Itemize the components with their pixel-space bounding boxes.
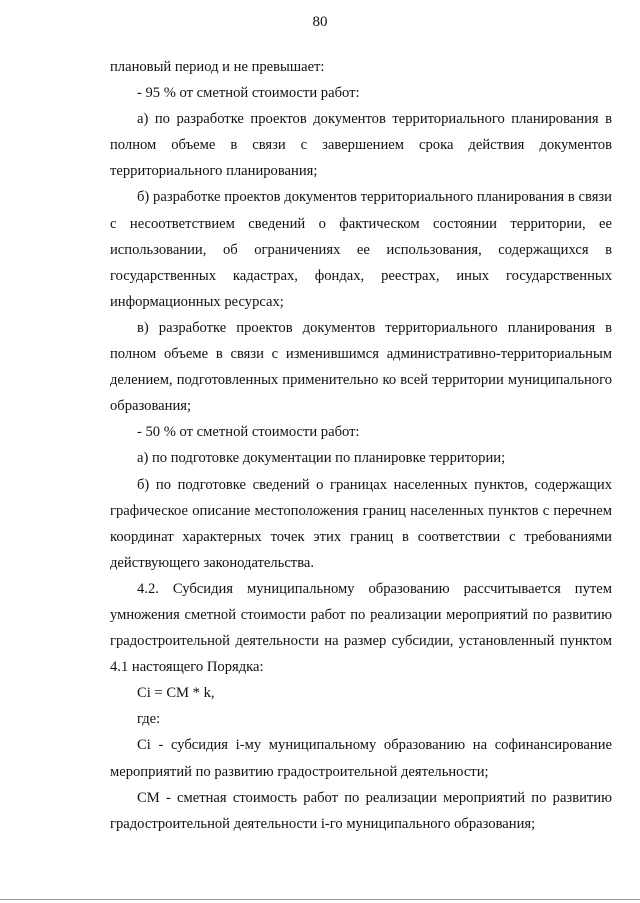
formula-where-label: где: [137, 711, 161, 728]
page-number: 80 [312, 14, 328, 30]
paragraph-item-b-95: б) разработке проектов документов территориального планирования в связи с несоответствием сведений о фактическом состоянии территории, ее использовании, об ограничениях ее использования, содержащихся в государственных кадастрах, фондах, реестрах, иных государственных информационных ресурсах; [110, 189, 612, 310]
paragraph-section-4-2: 4.2. Субсидия муниципальному образованию рассчитывается путем умножения сметной стоимости работ по реализации мероприятий по развитию градостроительной деятельности на размер субсидии, установленный пунктом 4.1 настоящего Порядка: [110, 580, 612, 676]
paragraph-95-percent: - 95 % от сметной стоимости работ: [137, 85, 360, 102]
definition-ci: Ci - субсидия i-му муниципальному образованию на софинансирование мероприятий по развитию градостроительной деятельности; [110, 737, 612, 780]
paragraph-item-v-95: в) разработке проектов документов территориального планирования в полном объеме в связи с изменившимся административно-территориальным делением, подготовленных применительно ко всей территории муниципального образования; [110, 319, 612, 415]
paragraph-item-b-50: б) по подготовке сведений о границах населенных пунктов, содержащих графическое описание местоположения границ населенных пунктов с перечнем координат характерных точек этих границ в соответствии с требованиями действующего законодательства. [110, 476, 612, 571]
paragraph-50-percent: - 50 % от сметной стоимости работ: [137, 424, 360, 441]
paragraph-item-a-50: а) по подготовке документации по планировке территории; [137, 450, 506, 467]
paragraph-item-a-95: а) по разработке проектов документов территориального планирования в полном объеме в связи с завершением срока действия документов территориального планирования; [110, 111, 612, 180]
definition-cm: СМ - сметная стоимость работ по реализации мероприятий по развитию градостроительной деятельности i-го муниципального образования; [110, 789, 612, 832]
page-bottom-edge [0, 899, 640, 900]
paragraph-intro: плановый период и не превышает: [110, 59, 325, 75]
formula: Ci = СМ * k, [137, 685, 215, 702]
document-body [110, 54, 612, 837]
